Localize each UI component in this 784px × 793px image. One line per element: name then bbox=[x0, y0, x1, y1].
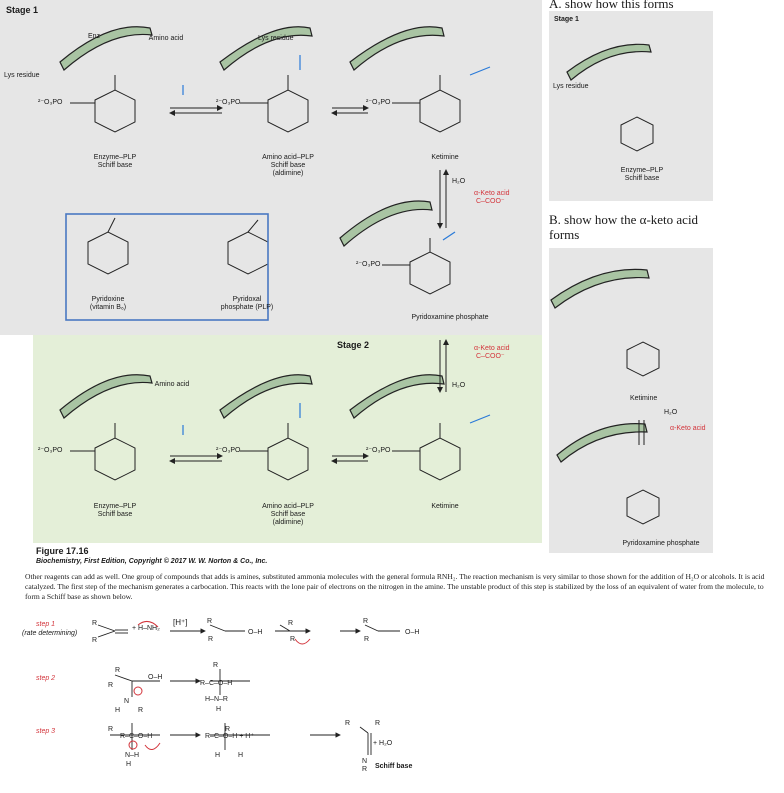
right-h2o-label: H₂O bbox=[664, 409, 678, 416]
keto-acid-label-1: α-Keto acid bbox=[474, 190, 510, 197]
svg-text:R: R bbox=[92, 637, 98, 644]
svg-text:R: R bbox=[213, 662, 219, 669]
lys-residue-label: Lys residue bbox=[4, 72, 40, 79]
svg-text:R: R bbox=[138, 707, 144, 714]
plp-label: phosphate (PLP) bbox=[220, 304, 274, 311]
right-pyridoxamine-label: Pyridoxamine phosphate bbox=[622, 540, 700, 547]
rate-determining-label: (rate determining) bbox=[22, 630, 78, 637]
figure-drawing bbox=[0, 0, 542, 543]
heading-a: A. show how this forms bbox=[549, 0, 674, 11]
svg-text:O–H: O–H bbox=[405, 629, 420, 636]
svg-text:R–C–O–H + H⁺: R–C–O–H + H⁺ bbox=[205, 733, 255, 740]
svg-text:R: R bbox=[115, 667, 121, 674]
aa-plp-label: Amino acid–PLP bbox=[262, 154, 314, 161]
keto-coo-label-1: C–COO⁻ bbox=[476, 198, 505, 205]
pyridoxamine-label: Pyridoxamine phosphate bbox=[411, 314, 489, 321]
svg-text:O–H: O–H bbox=[248, 629, 263, 636]
svg-text:R: R bbox=[207, 618, 213, 625]
svg-text:R–C–O–H: R–C–O–H bbox=[200, 680, 233, 687]
phosphate-label-3: ²⁻O₃PO bbox=[366, 99, 391, 106]
aa-plp-label-2: Amino acid–PLP bbox=[262, 503, 314, 510]
caption-credit: Biochemistry, First Edition, Copyright © 2017 W. W. Norton & Co., Inc. bbox=[36, 558, 268, 565]
pyridoxine-label: Pyridoxine bbox=[91, 296, 125, 303]
phosphate-label-1: ²⁻O₃PO bbox=[38, 99, 63, 106]
right-ketimine-label: Ketimine bbox=[630, 395, 658, 402]
phosphate-label-7: ²⁻O₃PO bbox=[366, 447, 391, 454]
svg-text:R: R bbox=[208, 636, 214, 643]
step1-label: step 1 bbox=[36, 621, 56, 628]
svg-text:R: R bbox=[362, 766, 368, 773]
svg-text:H: H bbox=[216, 706, 222, 713]
enz-label: Enz bbox=[88, 33, 101, 40]
phosphate-label-2: ²⁻O₃PO bbox=[216, 99, 241, 106]
keto-coo-label-2: C–COO⁻ bbox=[476, 353, 505, 360]
aa-plp-schiff-label: Schiff base bbox=[270, 162, 306, 169]
svg-text:R–C–O–H: R–C–O–H bbox=[120, 733, 153, 740]
aldimine-label-2: (aldimine) bbox=[272, 519, 304, 526]
stage2-label: Stage 2 bbox=[337, 340, 370, 350]
svg-text:R: R bbox=[225, 726, 231, 733]
svg-text:R: R bbox=[288, 620, 294, 627]
vitamin-b6-label: (vitamin B₆) bbox=[89, 304, 127, 311]
svg-text:R: R bbox=[108, 682, 114, 689]
svg-text:R: R bbox=[108, 726, 114, 733]
body-paragraph: Other reagents can add as well. One group of compounds that adds is amines, substituted ammonia molecules with the general formula RNH₂. The reaction mechanism is very similar to those shown for the addition of H₂O or alcohols. It is acid catalyzed. The first step of the mechanism generates a carbocation. This reacts with the lone pair of electrons on the nitrogen in the amine. The unstable product of this step is stabilized by the loss of an equivalent of water from the molecule, to form a Schiff base as shown below. bbox=[25, 572, 765, 601]
svg-text:H: H bbox=[238, 752, 244, 759]
aldimine-label: (aldimine) bbox=[272, 170, 304, 177]
svg-text:R: R bbox=[375, 720, 381, 727]
h2o-label-1: H₂O bbox=[452, 178, 466, 185]
keto-acid-label-2: α-Keto acid bbox=[474, 345, 510, 352]
step3-label: step 3 bbox=[36, 728, 56, 735]
caption-title: Figure 17.16 bbox=[36, 546, 89, 556]
phosphate-label-5: ²⁻O₃PO bbox=[38, 447, 63, 454]
lys-residue-chain-label: Lys residue bbox=[258, 35, 294, 42]
svg-text:H–N–R: H–N–R bbox=[205, 696, 228, 703]
right-stage1-label: Stage 1 bbox=[554, 16, 579, 23]
phosphate-label-4: ²⁻O₃PO bbox=[356, 261, 381, 268]
schiff-base-label-2: Schiff base bbox=[97, 511, 133, 518]
catalyst-label: [H⁺] bbox=[173, 618, 188, 627]
svg-text:N–H: N–H bbox=[125, 752, 140, 759]
pyridoxal-label: Pyridoxal bbox=[232, 296, 262, 303]
svg-text:N: N bbox=[362, 758, 368, 765]
h2o-label-2: H₂O bbox=[452, 382, 466, 389]
plus-water-label: + H₂O bbox=[373, 740, 393, 747]
svg-text:H: H bbox=[215, 752, 221, 759]
svg-text:R: R bbox=[363, 618, 369, 625]
right-panel-drawing bbox=[549, 0, 719, 545]
step2-label: step 2 bbox=[36, 675, 56, 682]
enzyme-plp-label-2: Enzyme–PLP bbox=[93, 503, 137, 510]
stage1-label: Stage 1 bbox=[6, 5, 39, 15]
phosphate-label-6: ²⁻O₃PO bbox=[216, 447, 241, 454]
enzyme-plp-label: Enzyme–PLP bbox=[93, 154, 137, 161]
reagents-label: + H–NH₂ bbox=[132, 625, 160, 632]
svg-text:H: H bbox=[126, 761, 132, 768]
ketimine-label: Ketimine bbox=[431, 154, 459, 161]
schiff-base-product-label: Schiff base bbox=[375, 763, 413, 770]
svg-text:R: R bbox=[364, 636, 370, 643]
svg-text:R: R bbox=[290, 636, 296, 643]
mechanism-drawing bbox=[20, 615, 480, 785]
svg-text:R: R bbox=[92, 620, 98, 627]
svg-text:R: R bbox=[345, 720, 351, 727]
schiff-base-label: Schiff base bbox=[97, 162, 133, 169]
heading-b: B. show how the α-keto acid forms bbox=[549, 212, 699, 242]
amino-acid-label: Amino acid bbox=[148, 35, 184, 42]
svg-text:H: H bbox=[115, 707, 121, 714]
right-keto-acid-label: α-Keto acid bbox=[670, 425, 706, 432]
svg-text:N: N bbox=[124, 698, 130, 705]
amino-acid-label-2: Amino acid bbox=[154, 381, 190, 388]
right-enzyme-plp-label: Enzyme–PLP bbox=[620, 167, 664, 174]
svg-text:O–H: O–H bbox=[148, 674, 163, 681]
right-schiff-base-label: Schiff base bbox=[624, 175, 660, 182]
ketimine-label-2: Ketimine bbox=[431, 503, 459, 510]
aa-plp-schiff-label-2: Schiff base bbox=[270, 511, 306, 518]
right-lys-residue-label: Lys residue bbox=[553, 83, 589, 90]
